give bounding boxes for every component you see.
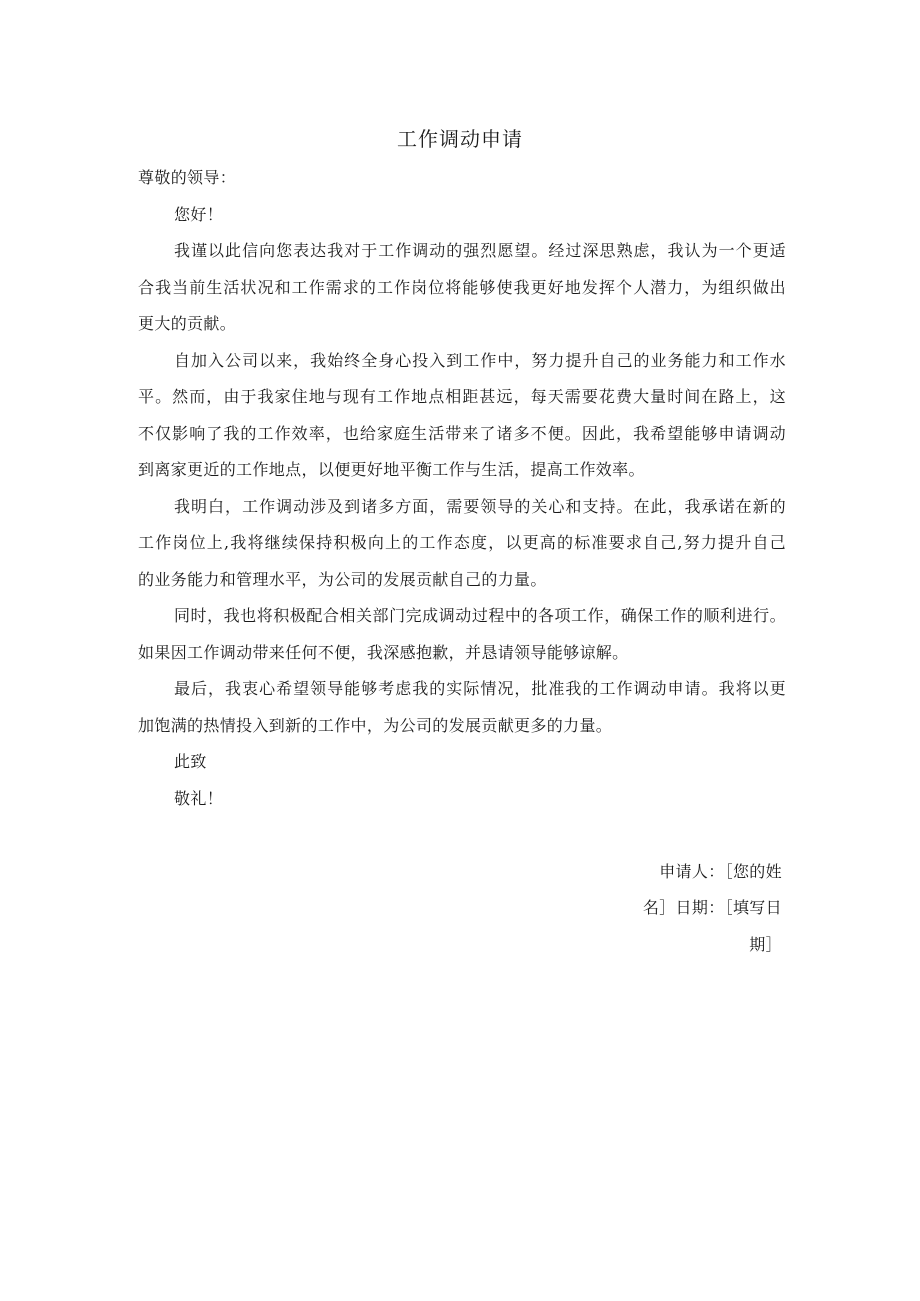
paragraph-line: 我谨以此信向您表达我对于工作调动的强烈愿望。经过深思熟虑，我认为一个更适 [174,241,786,260]
closing-line: 此致 [174,752,207,771]
salutation: 尊敬的领导： [138,168,237,187]
spacer [138,817,786,854]
paragraph-line: 加饱满的热情投入到新的工作中，为公司的发展贡献更多的力量。 [138,715,613,735]
signature-line: 名］日期：［填写日 [642,898,782,917]
paragraph-line: 工作岗位上,我将继续保持积极向上的工作态度，以更高的标准要求自己,努力提升自己 [138,533,786,552]
paragraph-line: 如果因工作调动带来任何不便，我深感抱歉，并恳请领导能够谅解。 [138,642,629,662]
closing-line: 敬礼！ [174,788,224,808]
paragraph-line: 我明白，工作调动涉及到诸多方面，需要领导的关心和支持。在此，我承诺在新的 [174,496,786,516]
paragraph-line: 最后，我衷心希望领导能够考虑我的实际情况，批准我的工作调动申请。我将以更 [174,679,786,698]
paragraph-line: 自加入公司以来，我始终全身心投入到工作中，努力提升自己的业务能力和工作水 [174,350,786,370]
paragraph-line: 不仅影响了我的工作效率，也给家庭生活带来了诸多不便。因此，我希望能够申请调动 [138,423,786,443]
paragraph-line: 的业务能力和管理水平，为公司的发展贡献自己的力量。 [138,569,547,589]
paragraph-line: 更大的贡献。 [138,314,237,333]
paragraph-line: 平。然而，由于我家住地与现有工作地点相距甚远，每天需要花费大量时间在路上，这 [138,387,786,406]
signature-line: 期］ [749,934,782,954]
greeting: 您好！ [174,204,224,224]
letter-body [138,160,786,963]
paragraph-line: 到离家更近的工作地点，以便更好地平衡工作与生活，提高工作效率。 [138,460,645,479]
paragraph-line: 同时，我也将积极配合相关部门完成调动过程中的各项工作，确保工作的顺利进行。 [174,606,786,625]
signature-line: 申请人：［您的姓 [659,861,782,881]
paragraph-line: 合我当前生活状况和工作需求的工作岗位将能够使我更好地发挥个人潜力，为组织做出 [138,277,786,297]
document-title: 工作调动申请 [397,127,523,151]
